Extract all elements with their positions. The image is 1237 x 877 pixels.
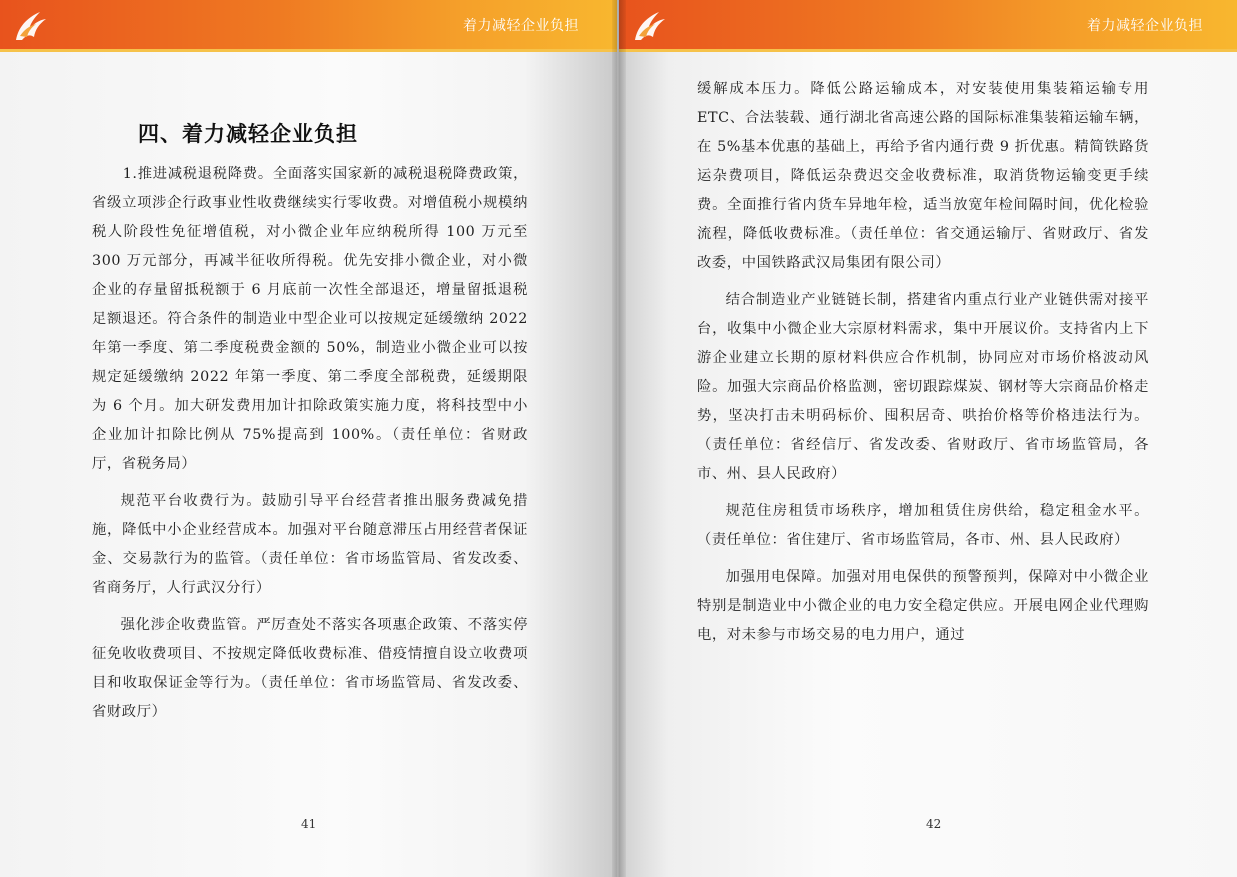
right-page — [619, 0, 1237, 877]
phoenix-logo-icon — [10, 6, 50, 46]
page-number: 41 — [301, 817, 317, 831]
paragraph: 结合制造业产业链链长制，搭建省内重点行业产业链供需对接平台，收集中小微企业大宗原材料需求，集中开展议价。支持省内上下游企业建立长期的原材料供应合作机制，协同应对市场价格波动风险。加强大宗商品价格监测，密切跟踪煤炭、钢材等大宗商品价格走势，坚决打击未明码标价、囤积居奇、哄抬价格等价格违法行为。（责任单位：省经信厅、省发改委、省财政厅、省市场监管局，各市、州、县人民政府） — [697, 292, 1149, 482]
book-gutter — [612, 0, 626, 877]
page-number: 42 — [926, 817, 942, 831]
page-header — [619, 0, 1237, 52]
page-body — [697, 75, 1149, 658]
paragraph: 强化涉企收费监管。严厉查处不落实各项惠企政策、不落实停征免收收费项目、不按规定降低收费标准、借疫情擅自设立收费项目和收取保证金等行为。（责任单位：省市场监管局、省发改委、省财政厅） — [92, 617, 528, 720]
page-header — [0, 0, 617, 52]
paragraph: 缓解成本压力。降低公路运输成本，对安装使用集装箱运输专用 ETC、合法装载、通行湖北省高速公路的国际标准集装箱运输车辆，在 5%基本优惠的基础上，再给予省内通行费 9 折优惠。精简铁路货运杂费项目，降低运杂费迟交金收费标准，取消货物运输变更手续费。全面推行省内货车异地年检，适当放宽年检间隔时间，优化检验流程，降低收费标准。（责任单位：省交通运输厅、省财政厅、省发改委，中国铁路武汉局集团有限公司） — [697, 81, 1149, 271]
paragraph: 1.推进减税退税降费。全面落实国家新的减税退税降费政策，省级立项涉企行政事业性收费继续实行零收费。对增值税小规模纳税人阶段性免征增值税，对小微企业年应纳税所得 100 万元至 300 万元部分，再减半征收所得税。优先安排小微企业，对小微企业的存量留抵税额于 6 月底前一次性全部退还，增量留抵退税足额退还。符合条件的制造业中型企业可以按规定延缓缴纳 2022 年第一季度、第二季度税费金额的 50%，制造业小微企业可以按规定延缓缴纳 2022 年第一季度、第二季度全部税费，延缓期限为 6 个月。加大研发费用加计扣除政策实施力度，将科技型中小企业加计扣除比例从 75%提高到 100%。（责任单位：省财政厅，省税务局） — [92, 166, 528, 472]
header-title: 着力减轻企业负担 — [463, 18, 579, 34]
section-title: 四、着力减轻企业负担 — [138, 121, 358, 146]
left-page — [0, 0, 617, 877]
page-body — [92, 160, 528, 735]
phoenix-logo-icon — [629, 6, 669, 46]
paragraph: 规范住房租赁市场秩序，增加租赁住房供给，稳定租金水平。（责任单位：省住建厅、省市场监管局，各市、州、县人民政府） — [697, 503, 1149, 548]
paragraph: 加强用电保障。加强对用电保供的预警预判，保障对中小微企业特别是制造业中小微企业的电力安全稳定供应。开展电网企业代理购电，对未参与市场交易的电力用户，通过 — [697, 569, 1149, 643]
paragraph: 规范平台收费行为。鼓励引导平台经营者推出服务费减免措施，降低中小企业经营成本。加强对平台随意滞压占用经营者保证金、交易款行为的监管。（责任单位：省市场监管局、省发改委、省商务厅，人行武汉分行） — [92, 493, 528, 596]
header-title: 着力减轻企业负担 — [1087, 18, 1203, 34]
